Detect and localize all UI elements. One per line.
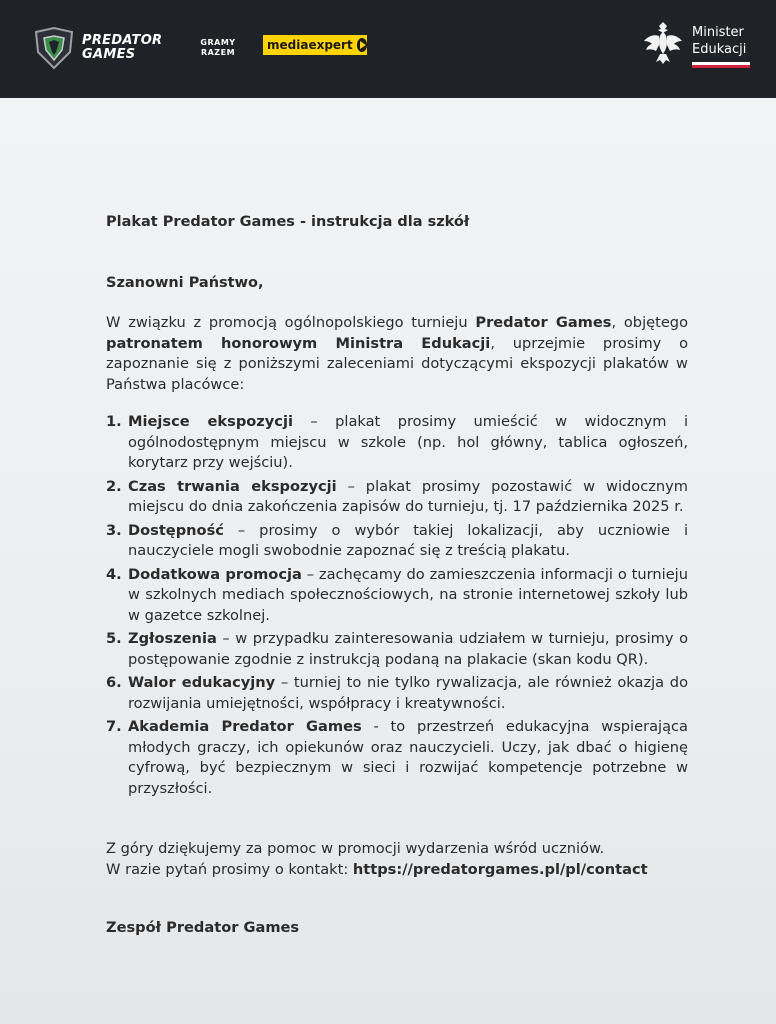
intro-bold-2: patronatem honorowym Ministra Edukacji	[106, 334, 491, 352]
list-item-text: – zachęcamy do zamieszczenia informacji o turnieju w szkolnych mediach społecznościowych, na stronie internetowej szkoły lub w gazetce szkolnej.	[128, 565, 688, 624]
list-item-text: – prosimy o wybór takiej lokalizacji, aby uczniowie i nauczyciele mogli swobodnie zapoznać się z treścią plakatu.	[128, 521, 688, 559]
rules-list	[106, 412, 688, 799]
list-item	[106, 412, 688, 474]
polish-flag-stripe	[692, 62, 750, 68]
list-item-text: – turniej to nie tylko rywalizacja, ale również okazja do rozwijania umiejętności, współpracy i kreatywności.	[128, 674, 688, 712]
gramy-razem-logo	[196, 38, 240, 58]
intro-text-1: W związku z promocją ogólnopolskiego turnieju	[106, 314, 476, 331]
list-item	[106, 565, 688, 627]
play-icon	[357, 38, 367, 52]
intro-paragraph	[106, 313, 688, 395]
list-item-number: 5.	[106, 630, 122, 647]
list-item-text: - to przestrzeń edukacyjna wspierająca młodych graczy, ich opiekunów oraz nauczycieli. Uczy, jak dbać o higienę cyfrową, być bezpiecznym w sieci i rozwijać kompetencje potrzebne w przyszłości.	[128, 718, 689, 797]
minister-text-line2: Edukacji	[692, 42, 747, 57]
list-item	[106, 629, 688, 670]
predator-wordmark-line2: GAMES	[82, 47, 136, 62]
list-item	[106, 521, 688, 562]
list-item-text: – plakat prosimy umieścić w widocznym i ogólnodostępnym miejscu w szkole (np. hol główny, tablica ogłoszeń, korytarz przy wejściu).	[128, 413, 688, 471]
white-eagle-emblem-icon	[640, 18, 686, 68]
minister-edukacji-text	[692, 24, 746, 58]
intro-text-3: , uprzejmie prosimy o zapoznanie się z poniższymi zaleceniami dotyczącymi ekspozycji plakatów w Państwa placówce:	[106, 334, 688, 393]
page-title: Plakat Predator Games - instrukcja dla szkół	[106, 214, 470, 230]
greeting: Szanowni Państwo,	[106, 274, 264, 291]
list-item-number: 7.	[106, 718, 122, 735]
list-item-heading: Miejsce ekspozycji	[128, 413, 293, 430]
list-item	[106, 477, 688, 518]
list-item-text: – plakat prosimy pozostawić w widocznym miejscu do dnia zakończenia zapisów do turnieju, tj. 17 października 2025 r.	[128, 477, 688, 515]
signature: Zespół Predator Games	[106, 919, 300, 936]
intro-text-2: , objętego	[611, 314, 688, 331]
predator-games-logo	[32, 26, 177, 70]
list-item-number: 4.	[106, 565, 122, 583]
list-item-heading: Dodatkowa promocja	[128, 565, 302, 583]
list-item-number: 2.	[106, 477, 122, 495]
minister-edukacji-logo	[640, 18, 760, 78]
gramy-razem-line2: RAZEM	[200, 48, 236, 57]
list-item-heading: Czas trwania ekspozycji	[128, 477, 337, 495]
contact-link[interactable]: https://predatorgames.pl/pl/contact	[352, 860, 648, 878]
list-item-heading: Walor edukacyjny	[128, 674, 276, 691]
letter-body	[106, 212, 688, 939]
list-item	[106, 717, 688, 799]
closing-paragraph	[106, 839, 688, 880]
intro-bold-1: Predator Games	[475, 314, 612, 331]
list-item-number: 1.	[106, 413, 122, 430]
list-item-heading: Akademia Predator Games	[128, 718, 362, 735]
gramy-razem-line1: GRAMY	[200, 38, 236, 47]
list-item-number: 3.	[106, 521, 122, 539]
predator-wordmark	[82, 34, 162, 62]
closing-line1: Z góry dziękujemy za pomoc w promocji wydarzenia wśród uczniów.	[106, 840, 605, 857]
list-item-heading: Zgłoszenia	[128, 630, 217, 647]
list-item-text: – w przypadku zainteresowania udziałem w turnieju, prosimy o postępowanie zgodnie z instrukcją podaną na plakacie (skan kodu QR).	[128, 630, 688, 668]
closing-line2: W razie pytań prosimy o kontakt:	[106, 860, 353, 878]
flag-red-band	[692, 65, 750, 68]
predator-wordmark-line1: PREDATOR	[82, 33, 163, 48]
mediaexpert-logo	[263, 35, 367, 55]
list-item	[106, 673, 688, 714]
mediaexpert-wordmark: mediaexpert	[267, 38, 353, 52]
header-bar	[0, 0, 776, 98]
list-item-heading: Dostępność	[128, 521, 224, 539]
predator-shield-icon	[32, 26, 76, 70]
minister-text-line1: Minister	[692, 25, 744, 40]
list-item-number: 6.	[106, 674, 122, 691]
